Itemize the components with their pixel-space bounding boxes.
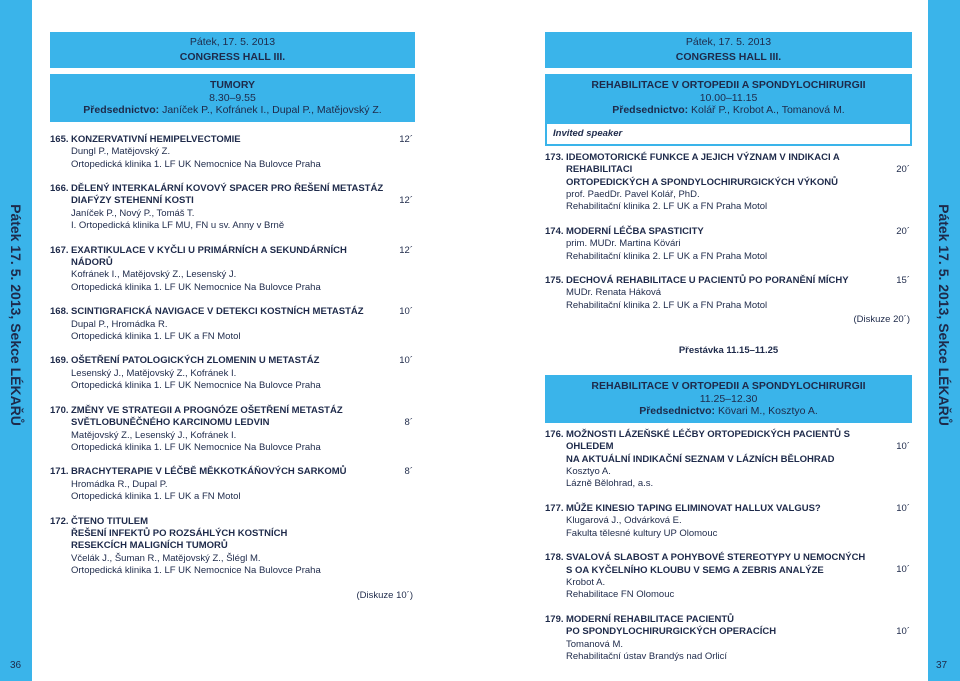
left-session-time: 8.30–9.55 [209, 91, 256, 104]
item-body [71, 183, 415, 233]
item-body [71, 245, 415, 295]
item-title-line: PO SPONDYLOCHIRURGICKÝCH OPERACÍCH [566, 626, 777, 638]
item-duration: 15´ [896, 275, 910, 287]
left-session-title: TUMORY [209, 79, 256, 91]
program-item [545, 226, 912, 263]
program-item [50, 183, 415, 233]
item-title-line: MODERNÍ REHABILITACE PACIENTŮ [566, 613, 735, 625]
page-number-left: 36 [10, 660, 22, 671]
item-number: 174. [545, 225, 564, 237]
item-affiliation: Rehabilitace FN Olomouc [566, 589, 675, 601]
item-authors: Janíček P., Nový P., Tomáš T. [71, 207, 195, 219]
item-number: 167. [50, 244, 69, 256]
item-number: 165. [50, 133, 69, 145]
left-day-header [50, 32, 415, 68]
right-session1-chair: Předsednictvo: Kolář P., Krobot A., Tomanová M. [612, 104, 845, 117]
item-body [71, 466, 415, 503]
item-title-line: KONZERVATIVNÍ HEMIPELVECTOMIE [71, 133, 241, 145]
item-authors: Klugarová J., Odvárková E. [566, 515, 682, 527]
item-authors: Dupal P., Hromádka R. [71, 318, 168, 330]
item-body [71, 355, 415, 392]
item-title-line: IDEOMOTORICKÉ FUNKCE A JEJICH VÝZNAM V INDIKACI A REHABILITACI [566, 151, 840, 176]
program-item [50, 245, 415, 295]
page-number-right: 37 [936, 660, 948, 671]
right-session1-title: REHABILITACE V ORTOPEDII A SPONDYLOCHIRURGII [591, 79, 866, 91]
right-session2-title: REHABILITACE V ORTOPEDII A SPONDYLOCHIRURGII [591, 380, 866, 393]
item-affiliation: Ortopedická klinika 1. LF UK a FN Motol [71, 331, 241, 343]
item-body [566, 614, 912, 664]
item-affiliation: Ortopedická klinika 1. LF UK Nemocnice Na Bulovce Praha [71, 380, 321, 392]
right-session2-header [545, 375, 912, 423]
item-title-line: RESEKCÍCH MALIGNÍCH TUMORŮ [71, 540, 228, 552]
item-title-line: SCINTIGRAFICKÁ NAVIGACE V DETEKCI KOSTNÍCH METASTÁZ [71, 306, 364, 318]
item-affiliation: Rehabilitační klinika 2. LF UK a FN Praha Motol [566, 250, 768, 262]
program-item [50, 306, 415, 343]
item-duration: 10´ [896, 502, 910, 514]
item-body [566, 152, 912, 214]
item-number: 166. [50, 183, 69, 194]
item-affiliation: Fakulta tělesné kultury UP Olomouc [566, 527, 718, 539]
item-body [566, 226, 912, 263]
item-title-line: MOŽNOSTI LÁZEŇSKÉ LÉČBY ORTOPEDICKÝCH PACIENTŮ S OHLEDEM [566, 428, 850, 453]
item-number: 176. [545, 428, 564, 440]
program-item [545, 152, 912, 214]
item-title-line: SVĚTLOBUNĚČNÉHO KARCINOMU LEDVIN [71, 417, 270, 429]
item-title-line: NA AKTUÁLNÍ INDIKAČNÍ SEZNAM V LÁZNÍCH BĚLOHRAD [566, 453, 835, 465]
program-item [50, 355, 415, 392]
invited-item [545, 152, 912, 214]
item-affiliation: Rehabilitační klinika 2. LF UK a FN Praha Motol [566, 299, 768, 311]
right-discussion-1: (Diskuze 20´) [853, 314, 910, 326]
program-item [50, 516, 415, 578]
item-body [566, 275, 912, 312]
item-affiliation: Ortopedická klinika 1. LF UK Nemocnice Na Bulovce Praha [71, 565, 321, 577]
item-body [71, 405, 415, 455]
item-number: 178. [545, 552, 564, 564]
item-affiliation: Lázně Bělohrad, a.s. [566, 478, 654, 490]
item-affiliation: Rehabilitační ústav Brandýs nad Orlicí [566, 650, 728, 662]
right-session1-time: 10.00–11.15 [699, 91, 758, 104]
item-title-line: DIAFÝZY STEHENNÍ KOSTI [71, 195, 194, 207]
right-item-list-2 [545, 429, 912, 664]
item-body [71, 306, 415, 343]
item-authors: Krobot A. [566, 576, 606, 588]
invited-speaker-box [545, 122, 912, 146]
invited-speaker-label: Invited speaker [553, 127, 623, 139]
item-body [566, 429, 912, 491]
item-title-line: SVALOVÁ SLABOST A POHYBOVÉ STEREOTYPY U NEMOCNÝCH [566, 552, 866, 564]
item-authors: Kosztyo A. [566, 466, 611, 478]
item-body [566, 552, 912, 602]
item-affiliation: Rehabilitační klinika 2. LF UK a FN Praha Motol [566, 201, 768, 213]
item-affiliation: Ortopedická klinika 1. LF UK Nemocnice Na Bulovce Praha [71, 158, 321, 170]
item-affiliation: Ortopedická klinika 1. LF UK Nemocnice Na Bulovce Praha [71, 281, 321, 293]
item-duration: 12´ [399, 195, 413, 207]
program-item [545, 503, 912, 540]
item-title-line: OŠETŘENÍ PATOLOGICKÝCH ZLOMENIN U METASTÁZ [71, 355, 320, 367]
item-duration: 8´ [404, 466, 413, 478]
item-duration: 10´ [896, 626, 910, 638]
item-number: 179. [545, 613, 564, 625]
item-affiliation: Ortopedická klinika 1. LF UK Nemocnice Na Bulovce Praha [71, 441, 321, 453]
item-duration: 12´ [399, 133, 413, 145]
item-authors: Matějovský Z., Lesenský J., Kofránek I. [71, 429, 237, 441]
item-number: 172. [50, 515, 69, 527]
item-title-line: DECHOVÁ REHABILITACE U PACIENTŮ PO PORANĚNÍ MÍCHY [566, 275, 849, 287]
item-authors: Hromádka R., Dupal P. [71, 478, 168, 490]
right-hall: CONGRESS HALL III. [675, 51, 782, 63]
item-number: 168. [50, 306, 69, 318]
item-number: 175. [545, 275, 564, 287]
right-day-header [545, 32, 912, 68]
item-authors: prof. PaedDr. Pavel Kolář, PhD. [566, 189, 700, 200]
break-time: Přestávka 11.15–11.25 [678, 344, 779, 356]
left-side-bar [0, 0, 32, 681]
item-title-line: ČTENO TITULEM [71, 515, 149, 527]
program-item [545, 429, 912, 491]
item-affiliation: I. Ortopedická klinika LF MU, FN u sv. Anny v Brně [71, 220, 285, 232]
item-title-line: S OA KYČELNÍHO KLOUBU V SEMG A ZEBRIS ANALÝZE [566, 564, 824, 576]
item-title-line: MODERNÍ LÉČBA SPASTICITY [566, 225, 704, 237]
left-column [50, 32, 415, 602]
left-session-chair: Předsednictvo: Janíček P., Kofránek I., Dupal P., Matějovský Z. [83, 104, 382, 117]
item-duration: 10´ [896, 564, 910, 576]
program-item [545, 275, 912, 312]
item-duration: 20´ [896, 225, 910, 237]
left-date: Pátek, 17. 5. 2013 [189, 36, 276, 48]
item-title-line: BRACHYTERAPIE V LÉČBĚ MĚKKOTKÁŇOVÝCH SARKOMŮ [71, 466, 347, 478]
item-authors: Tomanová M. [566, 638, 624, 650]
left-session-header [50, 74, 415, 122]
left-hall: CONGRESS HALL III. [179, 51, 286, 63]
item-duration: 10´ [399, 355, 413, 367]
item-number: 177. [545, 502, 564, 514]
program-item [545, 552, 912, 602]
item-authors: Dungl P., Matějovský Z. [71, 146, 171, 158]
side-label-left: Pátek 17. 5. 2013, Sekce LÉKAŘŮ [8, 204, 25, 426]
right-column [545, 32, 912, 663]
item-duration: 8´ [404, 417, 413, 429]
left-discussion: (Diskuze 10´) [356, 589, 413, 601]
item-title-line: ZMĚNY VE STRATEGII A PROGNÓZE OŠETŘENÍ METASTÁZ [71, 404, 343, 416]
right-session2-chair: Předsednictvo: Kövari M., Kosztyo A. [639, 405, 818, 418]
item-title-line: EXARTIKULACE V KYČLI U PRIMÁRNÍCH A SEKUNDÁRNÍCH NÁDORŮ [71, 244, 347, 269]
program-item [545, 614, 912, 664]
program-item [50, 405, 415, 455]
item-duration: 10´ [399, 306, 413, 318]
item-number: 170. [50, 404, 69, 416]
item-body [71, 516, 415, 578]
right-session1-header [545, 74, 912, 122]
item-title-line: DĚLENÝ INTERKALÁRNÍ KOVOVÝ SPACER PRO ŘEŠENÍ METASTÁZ [71, 183, 384, 194]
item-authors: prim. MUDr. Martina Kövári [566, 238, 681, 250]
item-body [566, 503, 912, 540]
item-affiliation: Ortopedická klinika 1. LF UK a FN Motol [71, 491, 241, 503]
item-title-line: ŘEŠENÍ INFEKTŮ PO ROZSÁHLÝCH KOSTNÍCH [71, 527, 288, 539]
item-body [71, 134, 415, 171]
item-authors: Kofránek I., Matějovský Z., Lesenský J. [71, 269, 237, 281]
left-item-list [50, 134, 415, 578]
right-session2-time: 11.25–12.30 [699, 392, 758, 405]
item-title-line: MŮŽE KINESIO TAPING ELIMINOVAT HALLUX VALGUS? [566, 502, 821, 514]
right-item-list-1 [545, 226, 912, 312]
program-item [50, 466, 415, 503]
program-item [50, 134, 415, 171]
right-date: Pátek, 17. 5. 2013 [685, 36, 772, 48]
item-title-line: ORTOPEDICKÝCH A SPONDYLOCHIRURGICKÝCH VÝKONŮ [566, 176, 839, 188]
item-number: 171. [50, 466, 69, 478]
item-number: 169. [50, 355, 69, 367]
item-duration: 10´ [896, 441, 910, 453]
item-authors: Včelák J., Šuman R., Matějovský Z., Šlégl M. [71, 552, 261, 564]
right-side-bar [928, 0, 960, 681]
item-number: 173. [545, 151, 564, 163]
item-authors: MUDr. Renata Háková [566, 287, 662, 299]
item-authors: Lesenský J., Matějovský Z., Kofránek I. [71, 367, 237, 379]
side-label-right: Pátek 17. 5. 2013, Sekce LÉKAŘŮ [936, 204, 953, 426]
item-duration: 20´ [896, 164, 910, 176]
item-duration: 12´ [399, 244, 413, 256]
